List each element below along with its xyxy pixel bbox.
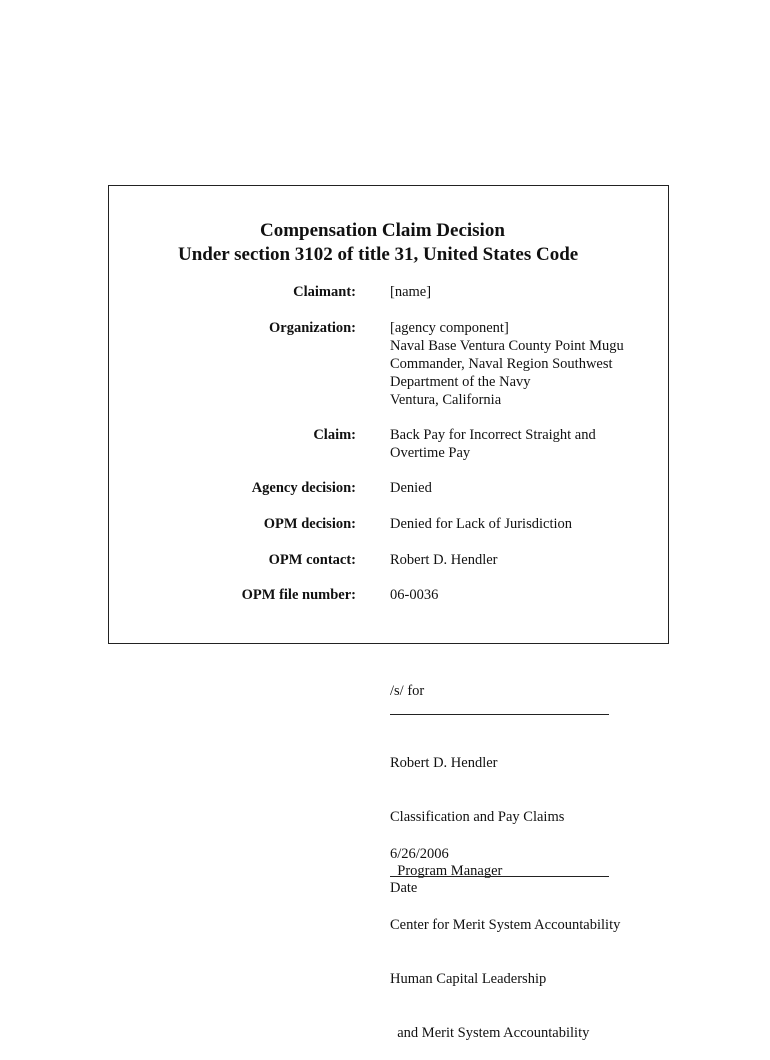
claim-value xyxy=(390,426,596,462)
claim-label: Claim: xyxy=(313,427,356,443)
signer-line: Classification and Pay Claims xyxy=(390,809,565,825)
claim-line: Overtime Pay xyxy=(390,445,471,461)
organization-value xyxy=(390,319,624,409)
signer-line: Human Capital Leadership xyxy=(390,971,547,987)
claim-line: Back Pay for Incorrect Straight and xyxy=(390,427,596,443)
organization-line: Ventura, California xyxy=(390,392,502,408)
signature-mark: /s/ for xyxy=(390,683,425,699)
opm-file-number-value: 06-0036 xyxy=(390,587,439,603)
opm-decision-value: Denied for Lack of Jurisdiction xyxy=(390,516,573,532)
organization-line: Naval Base Ventura County Point Mugu xyxy=(390,338,624,354)
opm-decision-label: OPM decision: xyxy=(263,516,356,532)
signer-line: Center for Merit System Accountability xyxy=(390,917,621,933)
signer-line: and Merit System Accountability xyxy=(390,1025,590,1041)
opm-contact-label: OPM contact: xyxy=(268,552,356,568)
title-line-2: Under section 3102 of title 31, United States Code xyxy=(178,244,579,265)
organization-line: Commander, Naval Region Southwest xyxy=(390,356,613,372)
document-title xyxy=(109,219,668,267)
date-line xyxy=(390,876,609,877)
organization-label: Organization: xyxy=(269,320,356,336)
decision-summary-box xyxy=(108,185,669,644)
claimant-label: Claimant: xyxy=(293,284,356,300)
signature-date-value: 6/26/2006 xyxy=(390,846,449,862)
signer-line: Robert D. Hendler xyxy=(390,755,498,771)
title-line-1: Compensation Claim Decision xyxy=(260,220,505,241)
opm-file-number-label: OPM file number: xyxy=(241,587,356,603)
signature-line xyxy=(390,714,609,715)
signer-block xyxy=(390,718,620,1060)
signer-line: Program Manager xyxy=(390,863,503,879)
claimant-value: [name] xyxy=(390,284,432,300)
organization-line: [agency component] xyxy=(390,320,509,336)
date-label: Date xyxy=(390,880,418,896)
opm-contact-value: Robert D. Hendler xyxy=(390,552,498,568)
agency-decision-value: Denied xyxy=(390,480,432,496)
organization-line: Department of the Navy xyxy=(390,374,531,390)
agency-decision-label: Agency decision: xyxy=(251,480,356,496)
